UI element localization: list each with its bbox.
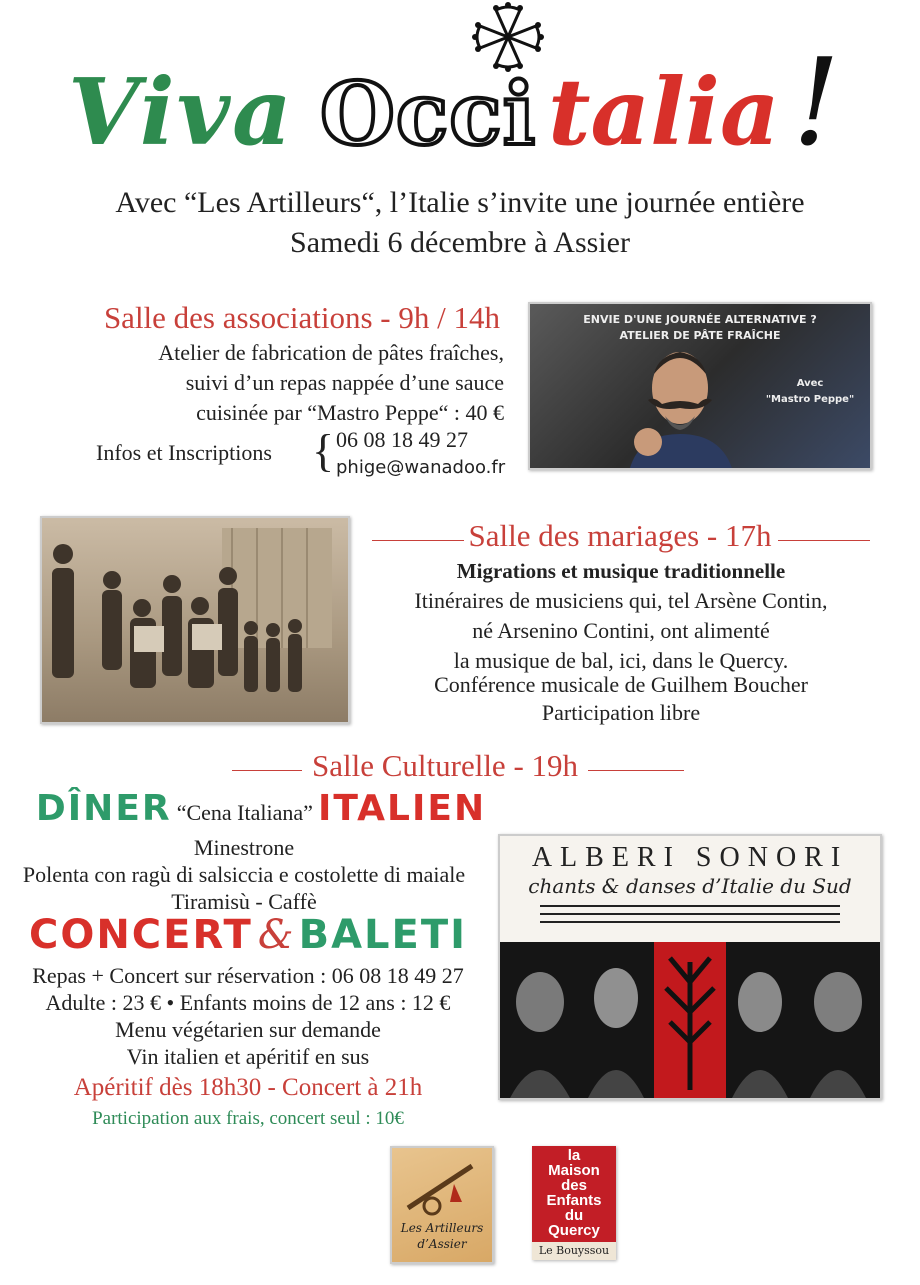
concert-title — [20, 912, 476, 958]
section1-phone: 06 08 18 49 27 — [336, 427, 468, 452]
italien-word: ITALIEN — [318, 788, 487, 829]
section2-text — [356, 586, 886, 676]
section2-line: Itinéraires de musiciens qui, tel Arsène Contin, — [414, 588, 828, 613]
concert-info-line: Repas + Concert sur réservation : 06 08 18 49 27 — [32, 963, 464, 988]
section2-line: la musique de bal, ici, dans le Quercy. — [453, 648, 789, 673]
title-viva: Viva — [68, 58, 294, 166]
section2-participation: Participation libre — [541, 700, 701, 725]
title-talia: talia — [548, 58, 780, 166]
photo-caption-line: ENVIE D'UNE JOURNÉE ALTERNATIVE ? — [583, 313, 817, 326]
maison-word: du — [564, 1207, 584, 1224]
photo-caption-line: ATELIER DE PÂTE FRAÎCHE — [619, 329, 781, 342]
historical-musicians-photo — [40, 516, 350, 724]
section1-heading: Salle des associations - 9h / 14h — [103, 300, 500, 335]
section3-heading: Salle Culturelle - 19h — [311, 748, 579, 783]
maison-sub: Le Bouyssou — [532, 1242, 616, 1260]
brace-icon: { — [312, 425, 335, 476]
concert-info — [20, 962, 476, 1070]
title-occi: Occi — [320, 64, 537, 165]
mastro-peppe-photo — [528, 302, 872, 470]
concert-info-line: Adulte : 23 € • Enfants moins de 12 ans : 12 € — [45, 990, 451, 1015]
divider-line — [588, 770, 684, 771]
section2-subheading: Migrations et musique traditionnelle — [456, 559, 786, 583]
artilleurs-logo — [390, 1146, 494, 1264]
section1-line: cuisinée par “Mastro Peppe“ : 40 € — [196, 400, 504, 425]
cannon-icon — [402, 1154, 482, 1218]
infos-label: Infos et Inscriptions — [96, 440, 272, 465]
title-exclamation: ! — [792, 34, 841, 173]
chef-portrait-icon — [610, 338, 760, 468]
photo-name: "Mastro Peppe" — [765, 394, 855, 405]
section2-line: né Arsenino Contini, ont alimenté — [472, 618, 770, 643]
subtitle-line-2: Samedi 6 décembre à Assier — [290, 226, 630, 259]
maison-word: Enfants — [546, 1192, 602, 1209]
maison-word: Maison — [548, 1162, 600, 1179]
section1-line: Atelier de fabrication de pâtes fraîches, — [158, 340, 504, 365]
menu-list — [6, 834, 482, 915]
section1-text — [40, 338, 504, 428]
menu-item: Minestrone — [193, 835, 295, 860]
band-collage-icon — [500, 902, 880, 1098]
section2-conference: Conférence musicale de Guilhem Boucher — [434, 672, 808, 697]
band-name: ALBERI SONORI — [531, 842, 849, 873]
concert-info-line: Menu végétarien sur demande — [115, 1017, 381, 1042]
sepia-group-icon — [42, 518, 348, 722]
baleti-word: BALETI — [298, 912, 468, 958]
maison-enfants-quercy-logo — [532, 1146, 616, 1260]
section1-email: phige@wanadoo.fr — [336, 457, 506, 478]
cena-italiana: “Cena Italiana” — [176, 800, 313, 825]
band-tagline: chants & danses d’Italie du Sud — [528, 874, 852, 898]
subtitle-line-1: Avec “Les Artilleurs“, l’Italie s’invite une journée entière — [115, 186, 805, 219]
maison-word: Quercy — [548, 1222, 600, 1239]
section1-line: suivi d’un repas nappée d’une sauce — [185, 370, 504, 395]
concert-info-line: Vin italien et apéritif en sus — [126, 1044, 370, 1069]
aperitif-line: Apéritif dès 18h30 - Concert à 21h — [73, 1074, 423, 1101]
artilleurs-name: Les Artilleurs — [400, 1221, 484, 1235]
photo-avec: Avec — [796, 378, 824, 389]
maison-word: des — [561, 1177, 587, 1194]
participation-line: Participation aux frais, concert seul : 10€ — [92, 1108, 404, 1129]
maison-word: la — [567, 1147, 581, 1164]
diner-title — [26, 788, 496, 829]
alberi-sonori-poster — [498, 834, 882, 1100]
concert-word: CONCERT — [28, 912, 253, 958]
artilleurs-place: d’Assier — [417, 1237, 467, 1251]
menu-item: Tiramisù - Caffè — [171, 889, 317, 914]
ampersand: & — [257, 912, 294, 958]
section2-heading: Salle des mariages - 17h — [468, 518, 772, 553]
menu-item: Polenta con ragù di salsiccia e costolette di maiale — [22, 862, 466, 887]
main-title — [0, 34, 920, 178]
diner-word: DÎNER — [35, 788, 172, 829]
